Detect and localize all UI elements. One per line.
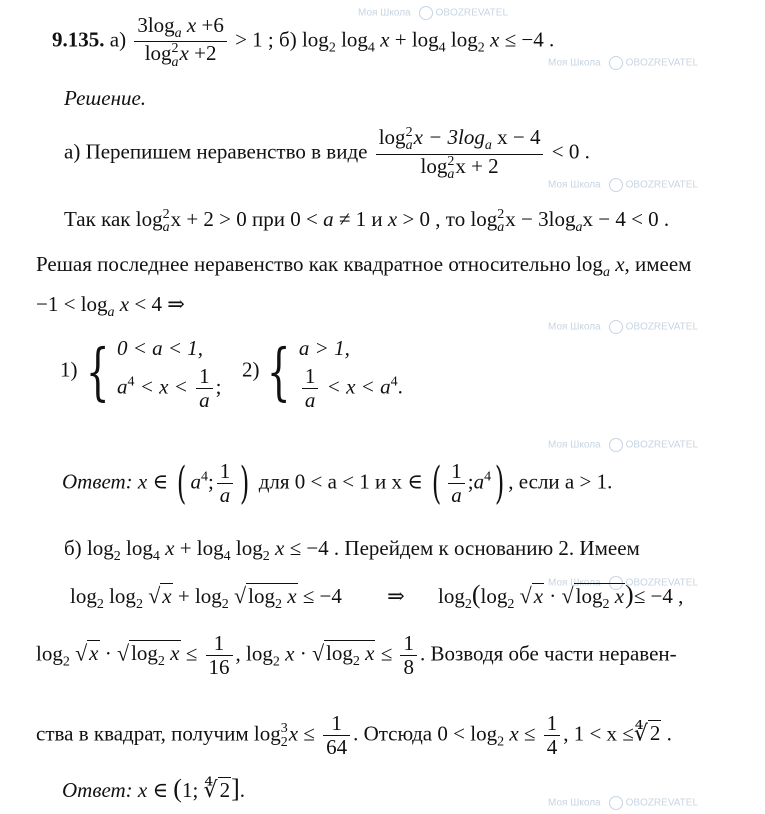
watermark: Моя Школа OBOZREVATEL [548,179,699,191]
watermark: Моя Школа OBOZREVATEL [548,57,699,69]
problem-statement: 9.135. а) $3\log_a$ x +6 log 2 a x +2 > 1 ; б) $\log_2 \log_4 x + \log_4 \log_2 x \le -4$ . [52,13,555,70]
line-range: $-1 < \log_a x < 4$ ⇒ [36,292,185,320]
line-since: Так как log 2 a x + 2 > 0 при 0 < a ≠ 1 и x > 0 , то log 2 a $x - 3\log_ax - 4 < 0$ . [64,207,670,236]
line-d: $\log_2 √x \cdot √\log_2$ x ≤ $\frac{1}{16}$ , $\log_2 x \cdot √\log_2$ x ≤ $\frac{1}{8}$ . Возводя обе части нерaвен- [36,631,677,680]
watermark: Моя Школа OBOZREVATEL [548,439,699,451]
answer-a: Ответ: x ∈ ( $a^4$; $\frac{1}{a}$ ) для 0 < a < 1 и x ∈ ( $\frac{1}{a}$ $;a^4$) , если a > 1. [62,457,613,509]
watermark: Моя Школа OBOZREVATEL [548,577,699,589]
watermark: Моя Школа OBOZREVATEL [548,321,699,333]
answer-b: Ответ: x ∈ (1; ∜2]. [62,774,245,803]
solution-label: Решение. [64,86,147,110]
watermark: Моя Школа OBOZREVATEL [358,7,509,19]
line-e: ства в квадрат, получим log 3 2 x ≤ $\frac{1}{64}$ . Отсюда $0 < \log_2 x$ ≤ $\frac{1}{4}$ , 1 < x ≤∜2 . [36,711,672,760]
line-rewrite: а) Перепишем неравенство в виде log 2 a $x - 3\log_a$ x − 4 log 2 a x + 2 < 0 . [64,125,590,182]
line-solving: Решая последнее неравенство как квадратное относительно $\log_a x$, имеем [36,252,692,280]
systems: 1) { 0 < a < 1, $a^4 < x$ < $\frac{1}{a}$ ; 2) { a > 1, $\frac{1}{a}$ < $x < a^4$. [60,334,403,412]
watermark: Моя Школа OBOZREVATEL [548,797,699,809]
problem-number: 9.135. [52,27,105,52]
line-c: $\log_2 \log_2 √x + \log_2 √\log_2$ x ≤ −4 ⇒ $\log_2(\log_2$ $√x \cdot √\log_2$ x)≤ −4 , [70,580,684,612]
line-b: б) $\log_2 \log_4 x + \log_4 \log_2 x \le -4$ . Перейдем к основанию 2. Имеем [64,536,640,564]
fraction: $3\log_a$ x +6 log 2 a x +2 [134,14,227,69]
